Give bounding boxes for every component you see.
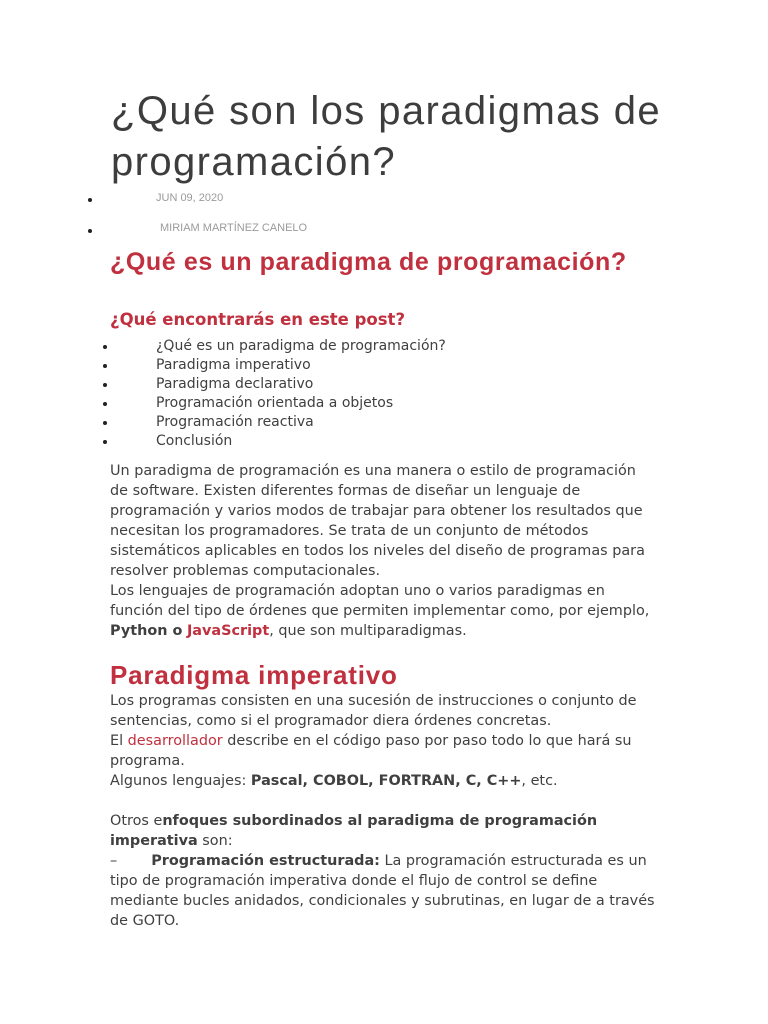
bullet-marker (88, 198, 92, 202)
section-heading-what-is: ¿Qué es un paradigma de programación? (110, 248, 627, 276)
toc-item[interactable] (0, 413, 768, 432)
intro-text-2: Los lenguajes de programación adoptan uno o varios paradigmas en función del tipo de órdenes que permiten implementar como, por ejemplo, (110, 583, 650, 619)
bullet-marker (103, 421, 107, 425)
toc-item[interactable] (0, 337, 768, 356)
imperative-text-1: Los programas consisten en una sucesión de instrucciones o conjunto de sentencias, como si el programador diera órdenes concretas. (110, 693, 637, 729)
javascript-link[interactable]: JavaScript (186, 623, 270, 639)
imperative-text-2a: El (110, 733, 128, 749)
toc-item-label[interactable]: Programación orientada a objetos (156, 395, 394, 411)
toc-heading: ¿Qué encontrarás en este post? (110, 310, 406, 329)
intro-text-3: , que son multiparadigmas. (269, 623, 467, 639)
toc-item-label[interactable]: Paradigma declarativo (156, 376, 314, 392)
publish-date: JUN 09, 2020 (156, 192, 224, 204)
toc-item-label[interactable]: ¿Qué es un paradigma de programación? (156, 338, 446, 354)
toc-item[interactable] (0, 432, 768, 451)
toc-item-label[interactable]: Programación reactiva (156, 414, 314, 430)
imperative-paragraph (110, 691, 655, 931)
bullet-marker (103, 383, 107, 387)
bullet-marker (103, 364, 107, 368)
desarrollador-link[interactable]: desarrollador (127, 733, 223, 749)
toc-item[interactable] (0, 356, 768, 375)
bullet-marker (103, 440, 107, 444)
bullet-marker (88, 229, 92, 233)
approaches-prefix: Otros e (110, 813, 163, 829)
languages-list: Pascal, COBOL, FORTRAN, C, C++ (250, 773, 522, 789)
languages-prefix: Algunos lenguajes: (110, 773, 251, 789)
languages-suffix: , etc. (521, 773, 558, 789)
author-name: MIRIAM MARTÍNEZ CANELO (160, 222, 308, 234)
table-of-contents (0, 337, 768, 451)
approaches-bold: nfoques subordinados al paradigma de programación imperativa (110, 813, 598, 849)
intro-paragraph (110, 461, 655, 641)
section-heading-imperative: Paradigma imperativo (110, 660, 398, 690)
toc-item-label[interactable]: Conclusión (156, 433, 233, 449)
toc-item[interactable] (0, 375, 768, 394)
structured-programming-text: La programación estructurada es un tipo de programación imperativa donde el flujo de control se define mediante bucles anidados, condicionales y subrutinas, en lugar de a través de GOTO. (110, 853, 655, 929)
intro-text: Un paradigma de programación es una manera o estilo de programación de software. Existen diferentes formas de diseñar un lenguaje de programación y varios modos de trabajar para obtener los resultados que necesitan los programadores. Se trata de un conjunto de métodos sistemáticos aplicables en todos los niveles del diseño de programas para resolver problemas computacionales. (110, 463, 645, 579)
bullet-marker (103, 345, 107, 349)
bullet-marker (103, 402, 107, 406)
approaches-suffix: son: (197, 833, 233, 849)
python-label: Python o (110, 623, 183, 639)
structured-programming-label: Programación estructurada: (151, 853, 380, 869)
dash-marker: – (110, 853, 118, 869)
toc-item-label[interactable]: Paradigma imperativo (156, 357, 311, 373)
toc-item[interactable] (0, 394, 768, 413)
imperative-text-2b: describe en el código paso por paso todo lo que hará su programa. (110, 733, 632, 769)
page-title: ¿Qué son los paradigmas de programación? (111, 89, 662, 184)
